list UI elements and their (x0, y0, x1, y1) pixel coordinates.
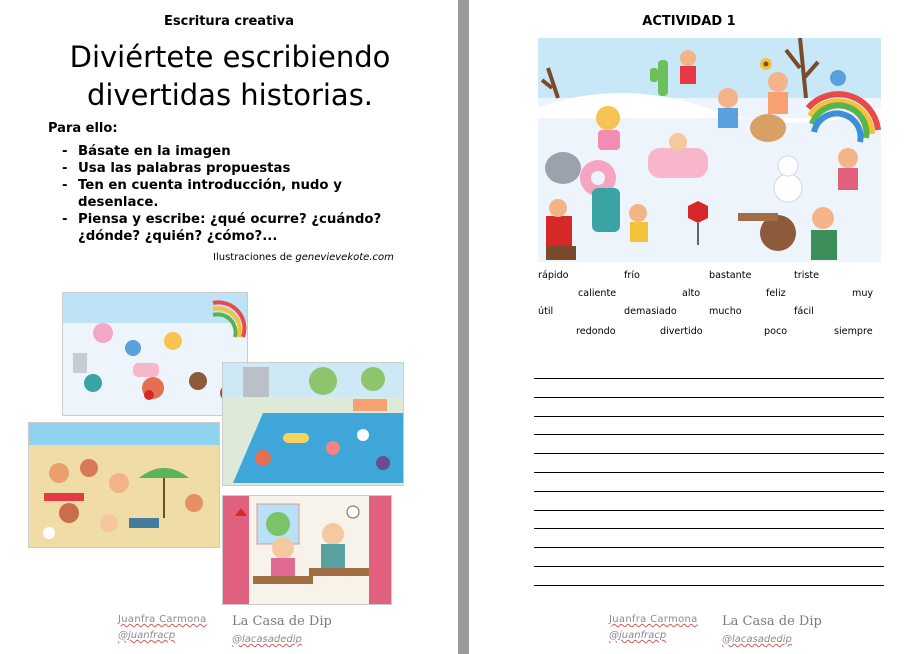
word: caliente (578, 288, 617, 299)
word: alto (682, 288, 701, 299)
list-item: - Usa las palabras propuestas (62, 160, 392, 177)
writing-line[interactable] (534, 585, 884, 586)
word: rápido (538, 270, 569, 281)
writing-line[interactable] (534, 378, 884, 379)
writing-line[interactable] (534, 434, 884, 435)
beach-scene-thumbnail (28, 422, 220, 548)
writing-line[interactable] (534, 528, 884, 529)
writing-line[interactable] (534, 453, 884, 454)
list-item: - Ten en cuenta introducción, nudo y desenlace. (62, 177, 392, 211)
writing-line[interactable] (534, 397, 884, 398)
pool-scene-thumbnail (222, 362, 404, 486)
brand-handle: @lacasadedip (722, 634, 792, 645)
word: triste (794, 270, 820, 281)
brand-name: La Casa de Dip (722, 614, 822, 629)
word: frío (624, 270, 640, 281)
word: bastante (709, 270, 752, 281)
illustration-credit (213, 252, 394, 263)
word: demasiado (624, 306, 677, 317)
word: fácil (794, 306, 814, 317)
writing-line[interactable] (534, 547, 884, 548)
list-item: - Básate en la imagen (62, 143, 392, 160)
footer-author (118, 614, 207, 641)
author-handle: @juanfracp (609, 630, 667, 641)
classroom-scene-thumbnail (222, 495, 392, 605)
word: divertido (660, 326, 703, 337)
activity-title: ACTIVIDAD 1 (642, 14, 736, 29)
word: feliz (766, 288, 786, 299)
author-handle: @juanfracp (118, 630, 176, 641)
brand-handle: @lacasadedip (232, 634, 302, 645)
footer-brand (232, 614, 332, 645)
intro-label: Para ello: (48, 121, 118, 136)
page-divider (458, 0, 469, 654)
credit-prefix: Ilustraciones de (213, 252, 293, 263)
word: siempre (834, 326, 873, 337)
writing-line[interactable] (534, 491, 884, 492)
writing-line[interactable] (534, 510, 884, 511)
word: poco (764, 326, 788, 337)
word: muy (852, 288, 874, 299)
word: mucho (709, 306, 742, 317)
writing-line[interactable] (534, 566, 884, 567)
brand-name: La Casa de Dip (232, 614, 332, 629)
headline: Diviértete escribiendo divertidas historias. (69, 40, 391, 112)
list-item: - Piensa y escribe: ¿qué ocurre? ¿cuándo? ¿dónde? ¿quién? ¿cómo?... (62, 211, 392, 245)
writing-line[interactable] (534, 472, 884, 473)
footer-author (609, 614, 698, 641)
author-name: Juanfra Carmona (609, 614, 698, 625)
instruction-list (62, 143, 392, 245)
author-name: Juanfra Carmona (118, 614, 207, 625)
page-header: Escritura creativa (164, 14, 294, 29)
word: redondo (576, 326, 616, 337)
footer-brand (722, 614, 822, 645)
writing-line[interactable] (534, 416, 884, 417)
winter-scene-thumbnail (62, 292, 248, 416)
credit-link[interactable]: genevievekote.com (295, 252, 394, 263)
word-bank (538, 270, 883, 342)
winter-scene-illustration (538, 38, 881, 262)
right-page (469, 0, 909, 654)
word: útil (538, 306, 554, 317)
